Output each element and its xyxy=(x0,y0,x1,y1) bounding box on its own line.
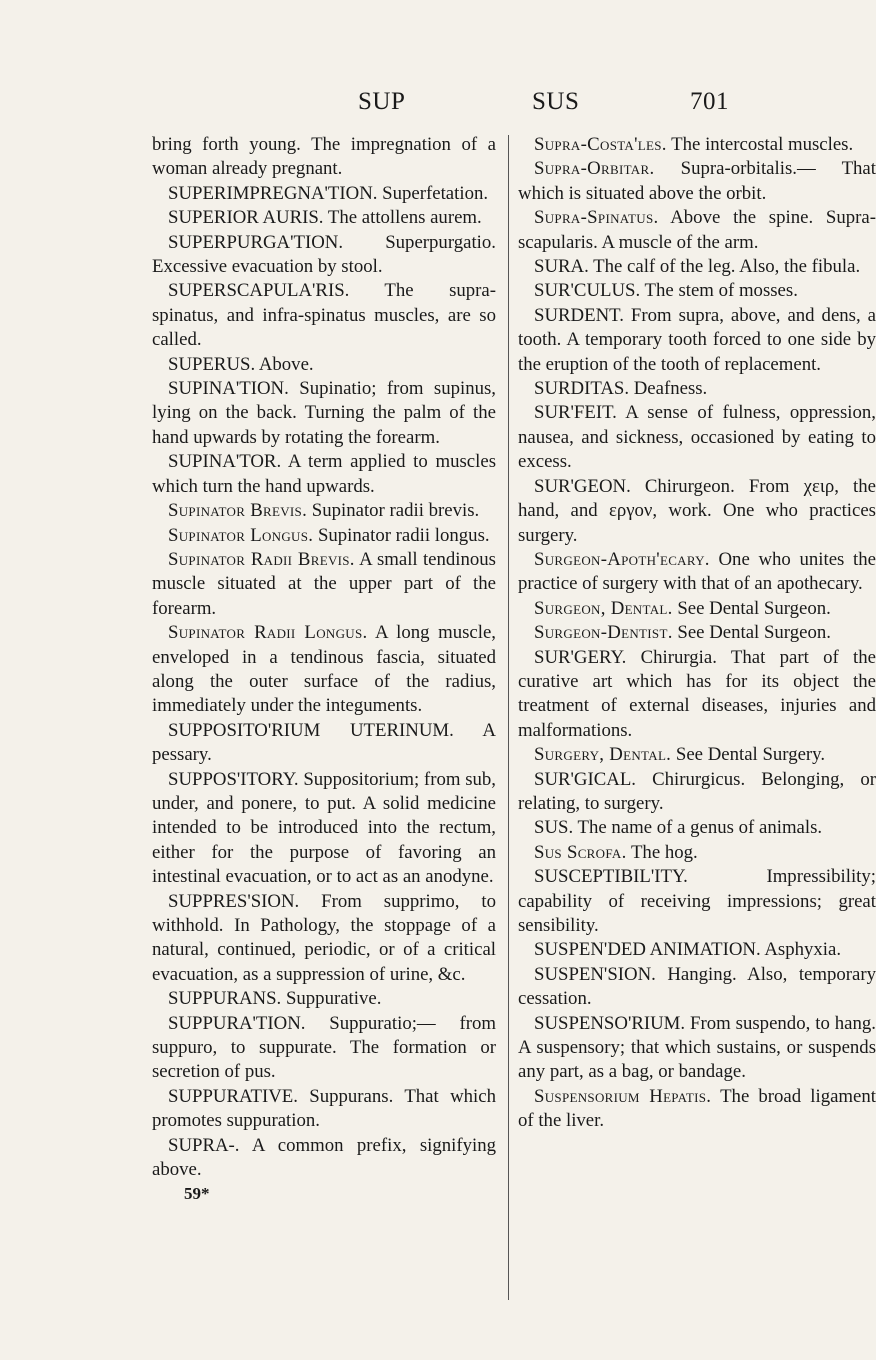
dictionary-entry xyxy=(152,890,496,988)
entry-definition: The stem of mosses. xyxy=(640,280,798,302)
entry-headword: Surgeon, Dental. xyxy=(534,597,673,619)
entry-headword: SUPERPURGA'TION. xyxy=(168,231,344,253)
dictionary-entry xyxy=(152,206,496,230)
entry-headword: Supinator Radii Brevis. xyxy=(168,548,355,570)
entry-definition: Suppurans. That which promotes suppuration. xyxy=(152,1085,496,1132)
dictionary-entry xyxy=(152,1134,496,1183)
dictionary-entry xyxy=(518,401,876,474)
dictionary-entry xyxy=(152,548,496,621)
dictionary-entry xyxy=(152,719,496,768)
entry-headword: SUR'GICAL. xyxy=(534,768,636,790)
entry-definition: One who unites the practice of surgery with that of an apothecary. xyxy=(518,548,876,595)
entry-definition: Asphyxia. xyxy=(760,939,842,961)
entry-headword: SUPERSCAPULA'RIS. xyxy=(168,280,350,302)
running-header xyxy=(0,88,800,118)
entry-headword: SURDENT. xyxy=(534,304,624,326)
entry-definition: See Dental Surgeon. xyxy=(672,622,831,644)
entry-headword: Supinator Brevis. xyxy=(168,500,308,522)
dictionary-entry xyxy=(518,377,876,401)
dictionary-entry xyxy=(518,157,876,206)
entry-headword: SUPERIMPREGNA'TION. xyxy=(168,182,378,204)
entry-headword: SUSPEN'DED ANIMATION. xyxy=(534,939,761,961)
header-right-guideword: SUS xyxy=(532,88,580,115)
entry-definition: Above. xyxy=(255,353,314,375)
dictionary-entry xyxy=(518,963,876,1012)
entry-definition: A small tendinous muscle situated at the upper part of the forearm. xyxy=(152,548,496,619)
entry-headword: Surgeon-Apoth'ecary. xyxy=(534,548,710,570)
entry-definition: Suppositorium; from sub, under, and ponere, to put. A solid medicine intended to be introduced into the rectum, either for the purpose of favoring an intestinal evacuation, or to act as an anodyne. xyxy=(152,768,496,888)
entry-headword: SUPPURANS. xyxy=(168,988,282,1010)
entry-headword: SUPERUS. xyxy=(168,353,256,375)
entry-definition: From suspendo, to hang. A suspensory; that which sustains, or suspends any part, as a bag, or bandage. xyxy=(518,1012,876,1083)
dictionary-entry xyxy=(152,279,496,352)
entry-headword: SUSPEN'SION. xyxy=(534,963,656,985)
entry-headword: SUPPOS'ITORY. xyxy=(168,768,299,790)
dictionary-entry xyxy=(518,841,876,865)
entry-definition: The attollens aurem. xyxy=(323,207,482,229)
entry-definition: Chirurgeon. From χειρ, the hand, and εργον, work. One who practices surgery. xyxy=(518,475,876,546)
dictionary-entry xyxy=(518,646,876,744)
dictionary-entry xyxy=(152,768,496,890)
dictionary-entry xyxy=(518,133,876,157)
dictionary-entry xyxy=(518,255,876,279)
dictionary-entry xyxy=(152,450,496,499)
dictionary-entry xyxy=(518,1085,876,1134)
entry-headword: SUPERIOR AURIS. xyxy=(168,207,324,229)
entry-headword: Supra-Spinatus. xyxy=(534,207,659,229)
entry-headword: SUPRA-. xyxy=(168,1134,240,1156)
entry-headword: Supinator Longus. xyxy=(168,524,314,546)
dictionary-entry xyxy=(152,377,496,450)
dictionary-entry xyxy=(518,304,876,377)
entry-definition: Chirurgicus. Belonging, or relating, to surgery. xyxy=(518,768,876,814)
entry-headword: SUPPURA'TION. xyxy=(168,1012,306,1034)
entry-definition: Supinator radii brevis. xyxy=(307,500,480,522)
entry-definition: Impressibility; capability of receiving impressions; great sensibility. xyxy=(518,866,876,936)
dictionary-entry xyxy=(152,621,496,719)
entry-definition: A common prefix, signifying above. xyxy=(152,1134,496,1181)
column-divider xyxy=(508,135,509,1300)
entry-headword: SUPPRES'SION. xyxy=(168,890,300,912)
dictionary-entry xyxy=(518,816,876,840)
entry-definition: bring forth young. The impregnation of a woman already pregnant. xyxy=(152,134,496,180)
entry-headword: SUPINA'TION. xyxy=(168,378,289,400)
entry-definition: A long muscle, enveloped in a tendinous fascia, situated along the outer surface of the radius, immediately under the integuments. xyxy=(152,622,497,717)
entry-definition: Superfetation. xyxy=(377,182,489,204)
dictionary-entry xyxy=(518,279,876,303)
entry-definition: A term applied to muscles which turn the hand upwards. xyxy=(152,451,496,497)
entry-headword: Supinator Radii Longus. xyxy=(168,622,368,644)
dictionary-entry xyxy=(518,621,876,645)
entry-definition: Suppurative. xyxy=(281,988,382,1010)
left-column xyxy=(152,133,496,1207)
dictionary-entry xyxy=(152,524,496,548)
right-column xyxy=(518,133,876,1134)
entry-headword: Supra-Orbitar. xyxy=(534,158,655,180)
entry-headword: SUR'GERY. xyxy=(534,646,627,668)
entry-definition: The hog. xyxy=(626,841,698,863)
dictionary-entry xyxy=(152,353,496,377)
entry-definition: Supinator radii longus. xyxy=(313,524,490,546)
entry-definition: The name of a genus of animals. xyxy=(573,817,823,839)
entry-definition: Deafness. xyxy=(629,378,708,400)
dictionary-entry xyxy=(152,182,496,206)
dictionary-entry xyxy=(518,1012,876,1085)
entry-definition: From supprimo, to withhold. In Pathology, the stoppage of a natural, continued, periodic, or of a critical evacuation, as a suppression of urine, &c. xyxy=(152,890,496,985)
entry-definition: Superpurgatio. Excessive evacuation by stool. xyxy=(152,231,496,278)
header-left-guideword: SUP xyxy=(358,88,406,115)
entry-headword: Surgeon-Dentist. xyxy=(534,622,673,644)
entry-definition: The supra-spinatus, and infra-spinatus muscles, are so called. xyxy=(152,280,496,351)
entry-headword: Surgery, Dental. xyxy=(534,744,672,766)
entry-headword: SUS. xyxy=(534,817,574,839)
dictionary-entry xyxy=(518,475,876,548)
entry-definition: Supinatio; from supinus, lying on the back. Turning the palm of the hand upwards by rotating the forearm. xyxy=(152,378,496,448)
dictionary-entry xyxy=(152,231,496,280)
dictionary-entry xyxy=(152,1012,496,1085)
entry-definition: From supra, above, and dens, a tooth. A temporary tooth forced to one side by the eruption of the tooth of replacement. xyxy=(518,304,876,375)
entry-definition: Suppuratio;— from suppuro, to suppurate. The formation or secretion of pus. xyxy=(152,1012,496,1083)
entry-definition: See Dental Surgeon. xyxy=(672,597,831,619)
dictionary-entry xyxy=(152,499,496,523)
entry-headword: SUPPURATIVE. xyxy=(168,1085,298,1107)
entry-definition: Above the spine. Supra-scapularis. A muscle of the arm. xyxy=(518,207,876,253)
entry-headword: SUR'FEIT. xyxy=(534,402,617,424)
dictionary-entry xyxy=(518,597,876,621)
entry-definition: A pessary. xyxy=(152,719,496,766)
entry-headword: SUR'GEON. xyxy=(534,475,631,497)
entry-headword: SUR'CULUS. xyxy=(534,280,641,302)
entry-headword: Suspensorium Hepatis. xyxy=(534,1085,712,1107)
entry-headword: SUSPENSO'RIUM. xyxy=(534,1012,686,1034)
entry-headword: SURA. xyxy=(534,256,589,278)
dictionary-entry xyxy=(518,768,876,817)
dictionary-entry xyxy=(152,133,496,182)
entry-headword: SUPINA'TOR. xyxy=(168,451,282,473)
entry-definition: Supra-orbitalis.— That which is situated above the orbit. xyxy=(518,158,876,204)
dictionary-entry xyxy=(518,938,876,962)
dictionary-entry xyxy=(152,1085,496,1134)
entry-definition: A sense of fulness, oppression, nausea, and sickness, occasioned by eating to excess. xyxy=(518,402,876,473)
signature-mark: 59* xyxy=(184,1184,210,1204)
dictionary-entry xyxy=(518,548,876,597)
page-number: 701 xyxy=(690,88,729,115)
entry-headword: SUPPOSITO'RIUM UTERINUM. xyxy=(168,719,454,741)
dictionary-entry xyxy=(152,987,496,1011)
dictionary-entry xyxy=(518,206,876,255)
entry-headword: Supra-Costa'les. xyxy=(534,134,667,155)
dictionary-entry xyxy=(518,865,876,938)
entry-definition: See Dental Surgery. xyxy=(671,744,826,766)
entry-headword: SURDITAS. xyxy=(534,378,630,400)
entry-definition: Chirurgia. That part of the curative art which has for its object the treatment of external diseases, injuries and malformations. xyxy=(518,646,876,741)
entry-headword: Sus Scrofa. xyxy=(534,841,627,863)
entry-definition: The intercostal muscles. xyxy=(666,134,854,155)
entry-definition: The broad ligament of the liver. xyxy=(518,1085,876,1132)
entry-headword: SUSCEPTIBIL'ITY. xyxy=(534,866,688,888)
dictionary-entry xyxy=(518,743,876,767)
entry-definition: The calf of the leg. Also, the fibula. xyxy=(588,256,861,278)
entry-definition: Hanging. Also, temporary cessation. xyxy=(518,963,876,1010)
